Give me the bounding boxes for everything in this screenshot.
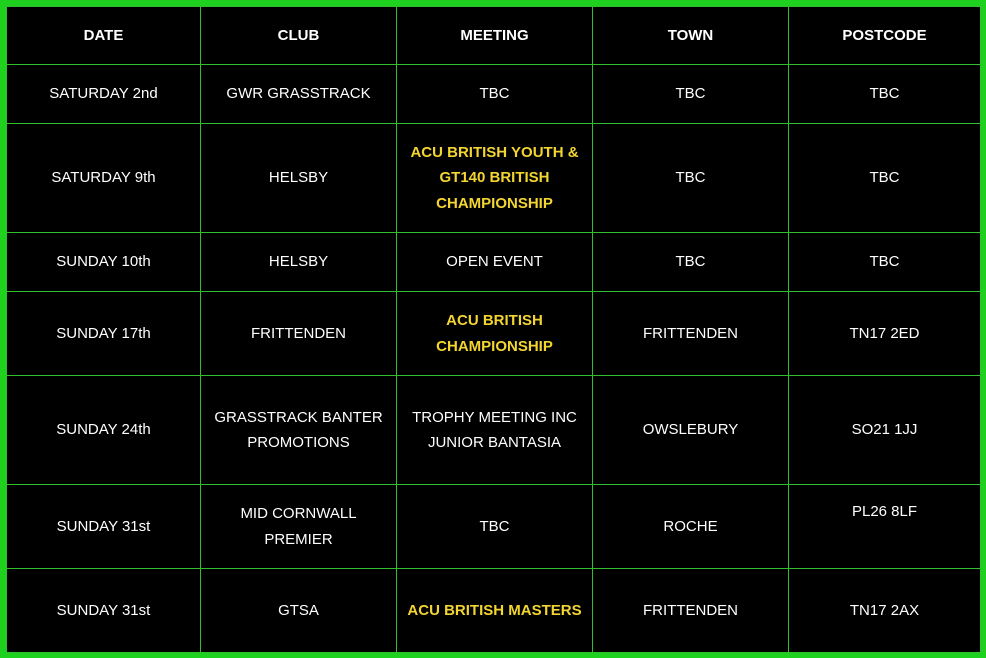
fixtures-table: [6, 6, 981, 653]
table-row: [7, 569, 981, 653]
cell-date: SUNDAY 17th: [7, 292, 201, 376]
cell-town: FRITTENDEN: [593, 292, 789, 376]
cell-town: TBC: [593, 65, 789, 124]
cell-club: GWR GRASSTRACK: [201, 65, 397, 124]
cell-postcode: TN17 2AX: [789, 569, 981, 653]
table-row: [7, 124, 981, 233]
table-row: [7, 65, 981, 124]
cell-postcode: PL26 8LF: [789, 485, 981, 569]
table-row: [7, 233, 981, 292]
cell-postcode: TBC: [789, 124, 981, 233]
cell-club: GRASSTRACK BANTER PROMOTIONS: [201, 376, 397, 485]
cell-club: GTSA: [201, 569, 397, 653]
cell-postcode: TN17 2ED: [789, 292, 981, 376]
cell-town: ROCHE: [593, 485, 789, 569]
cell-meeting: OPEN EVENT: [397, 233, 593, 292]
cell-meeting-highlight: ACU BRITISH YOUTH & GT140 BRITISH CHAMPIONSHIP: [397, 124, 593, 233]
cell-meeting: TROPHY MEETING INC JUNIOR BANTASIA: [397, 376, 593, 485]
cell-date: SUNDAY 31st: [7, 569, 201, 653]
header-meeting: MEETING: [397, 7, 593, 65]
cell-postcode: TBC: [789, 65, 981, 124]
cell-date: SUNDAY 10th: [7, 233, 201, 292]
header-date: DATE: [7, 7, 201, 65]
cell-meeting-highlight: ACU BRITISH CHAMPIONSHIP: [397, 292, 593, 376]
cell-town: FRITTENDEN: [593, 569, 789, 653]
cell-club: HELSBY: [201, 233, 397, 292]
table-row: [7, 376, 981, 485]
cell-date: SATURDAY 9th: [7, 124, 201, 233]
cell-club: MID CORNWALL PREMIER: [201, 485, 397, 569]
cell-date: SUNDAY 31st: [7, 485, 201, 569]
cell-town: TBC: [593, 233, 789, 292]
table-row: [7, 292, 981, 376]
cell-meeting-highlight: ACU BRITISH MASTERS: [397, 569, 593, 653]
header-club: CLUB: [201, 7, 397, 65]
cell-club: HELSBY: [201, 124, 397, 233]
cell-town: OWSLEBURY: [593, 376, 789, 485]
cell-date: SATURDAY 2nd: [7, 65, 201, 124]
cell-meeting: TBC: [397, 485, 593, 569]
cell-postcode: TBC: [789, 233, 981, 292]
header-town: TOWN: [593, 7, 789, 65]
cell-town: TBC: [593, 124, 789, 233]
cell-meeting: TBC: [397, 65, 593, 124]
header-postcode: POSTCODE: [789, 7, 981, 65]
cell-date: SUNDAY 24th: [7, 376, 201, 485]
header-row: [7, 7, 981, 65]
cell-club: FRITTENDEN: [201, 292, 397, 376]
cell-postcode: SO21 1JJ: [789, 376, 981, 485]
table-row: [7, 485, 981, 569]
